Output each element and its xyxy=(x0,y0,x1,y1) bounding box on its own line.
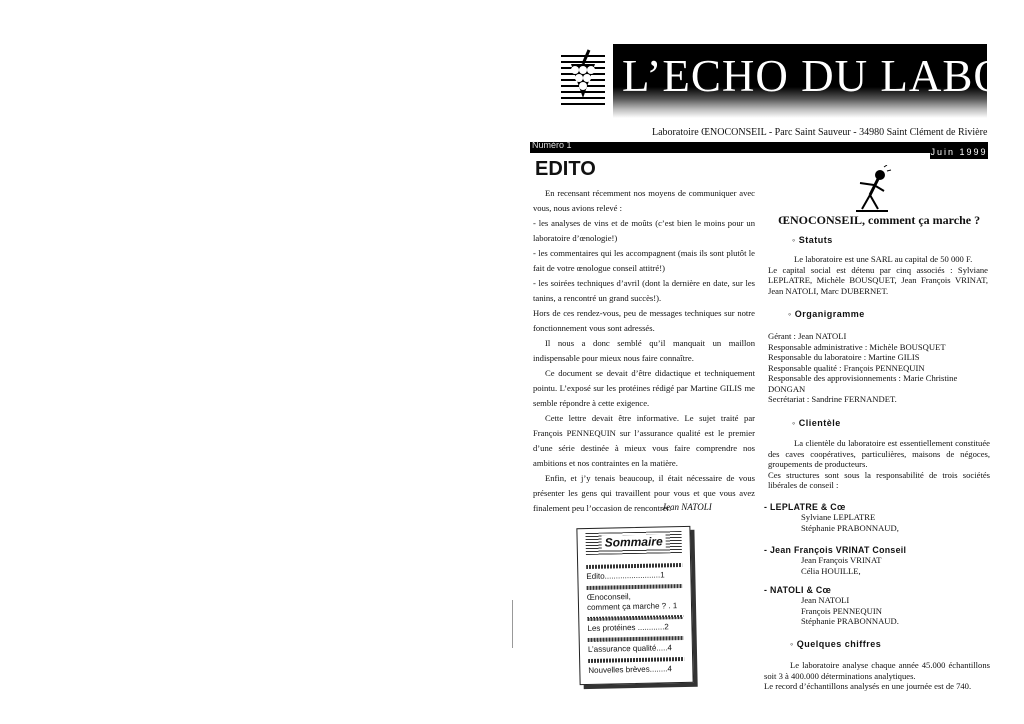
edito-body xyxy=(533,186,755,516)
edito-signature: Jean NATOLI xyxy=(662,502,712,512)
toc-item[interactable]: Les protéines ............2 xyxy=(587,622,669,633)
toc-item[interactable]: L’assurance qualité.....4 xyxy=(587,643,673,654)
toc-title: Sommaire xyxy=(602,534,666,549)
edito-heading: EDITO xyxy=(535,158,596,180)
company-name: - LEPLATRE & Cœ xyxy=(764,502,846,512)
statuts-body: Le laboratoire est une SARL au capital de 50 000 F. Le capital social est détenu par cinq associés : Sylviane LEPLATRE, Michèle BOUSQUET, Jean François VRINAT, Jean NATOLI, Marc DUBERNET. xyxy=(768,254,988,296)
stick-figure-illustration xyxy=(854,165,894,215)
table-of-contents xyxy=(576,526,693,685)
chiffres-heading: ◦ Quelques chiffres xyxy=(790,639,882,649)
grape-logo xyxy=(557,48,609,110)
clientele-body: La clientèle du laboratoire est essentiellement constituée des caves coopératives, particulières, maisons de négoces, groupements de producteurs. Ces structures sont sous la responsabilité de trois sociétés libérales de conseil : xyxy=(768,438,990,490)
toc-header xyxy=(585,531,681,555)
edito-paragraph: - les commentaires qui les accompagnent (mais ils sont plutôt le fait de votre œnologue conseil attitré!) xyxy=(533,248,755,273)
company-name: - NATOLI & Cœ xyxy=(764,585,832,595)
edito-paragraph: Cette lettre devait être informative. Le sujet traité par François PENNEQUIN sur l’assurance qualité est le premier d’une série destinée à mieux vous faire comprendre nos ambitions et nos contraintes en la matière. xyxy=(533,413,755,468)
edito-paragraph: Hors de ces rendez-vous, peu de messages techniques sur notre fonctionnement vous sont adressés. xyxy=(533,308,755,333)
toc-list xyxy=(586,561,684,680)
header-bar xyxy=(530,142,988,153)
newsletter-title: L’ECHO DU LABO xyxy=(622,51,1007,101)
company-members: Jean François VRINAT Célia HOUILLE, xyxy=(801,555,882,576)
toc-item[interactable]: Edito.........................1 xyxy=(586,570,665,582)
divider xyxy=(587,584,683,590)
edito-paragraph: Il nous a donc semblé qu’il manquait un maillon indispensable pour mieux nous faire connaître. xyxy=(533,338,755,363)
company-block xyxy=(764,545,990,576)
divider xyxy=(588,636,684,642)
chiffres-body: Le laboratoire analyse chaque année 45.000 échantillons soit 3 à 400.000 déterminations analytiques. Le record d’échantillons analysés en une journée est de 740. xyxy=(764,660,990,691)
section-title: ŒNOCONSEIL, comment ça marche ? xyxy=(778,213,981,227)
toc-item[interactable]: Nouvelles brèves........4 xyxy=(588,664,673,675)
divider xyxy=(587,615,683,621)
divider xyxy=(588,657,684,663)
issue-number: Numéro 1 xyxy=(532,140,572,150)
toc-item[interactable]: Œnoconseil, comment ça marche ? . 1 xyxy=(586,592,678,613)
edito-paragraph: En recensant récemment nos moyens de communiquer avec vous, nous avions relevé : xyxy=(533,188,755,213)
statuts-heading: ◦ Statuts xyxy=(792,235,833,245)
divider xyxy=(586,563,682,569)
company-block xyxy=(764,502,990,533)
company-name: - Jean François VRINAT Conseil xyxy=(764,545,907,555)
margin-line xyxy=(512,600,513,648)
edito-paragraph: Enfin, et j’y tenais beaucoup, il était nécessaire de vous présenter les gens qui travaillent pour vous et que vous avez finalement peu l’occasion de rencontrer. xyxy=(533,473,755,513)
organigramme-list: Gérant : Jean NATOLI Responsable administrative : Michèle BOUSQUET Responsable du laboratoire : Martine GILIS Responsable qualité : François PENNEQUIN Responsable des approvisionnements : Marie Christine DONGAN Secrétariat : Sandrine FERNANDET. xyxy=(768,331,958,404)
edito-paragraph: - les analyses de vins et de moûts (c’est bien le moins pour un laboratoire d’œnologie!) xyxy=(533,218,755,243)
organigramme-heading: ◦ Organigramme xyxy=(788,309,865,319)
company-members: Jean NATOLI François PENNEQUIN Stéphanie PRABONNAUD. xyxy=(801,595,899,626)
lab-address: Laboratoire ŒNOCONSEIL - Parc Saint Sauveur - 34980 Saint Clément de Rivière xyxy=(652,127,988,138)
edito-paragraph: - les soirées techniques d’avril (dont la dernière en date, sur les tanins, a rencontré un grand succès!). xyxy=(533,278,755,303)
edito-paragraph: Ce document se devait d’être didactique et techniquement pointu. L’exposé sur les protéines rédigé par Martine GILIS me semble répondre à cette exigence. xyxy=(533,368,755,408)
clientele-heading: ◦ Clientèle xyxy=(792,418,841,428)
issue-date: Juin 1999 xyxy=(930,147,988,157)
company-block xyxy=(764,585,990,627)
company-members: Sylviane LEPLATRE Stéphanie PRABONNAUD, xyxy=(801,512,899,533)
